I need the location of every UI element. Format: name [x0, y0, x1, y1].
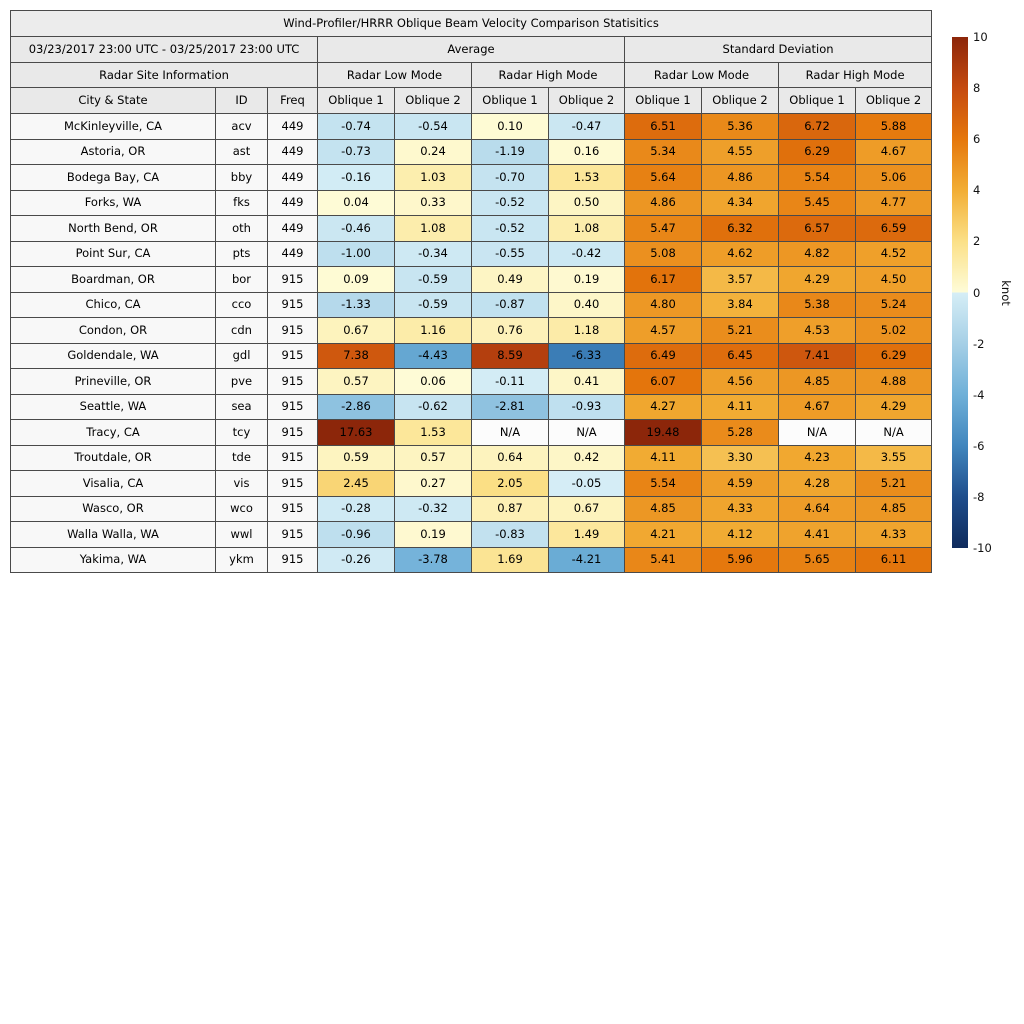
- value-cell: 1.49: [549, 522, 625, 548]
- value-cell: 0.87: [472, 496, 549, 522]
- value-cell: 6.32: [702, 216, 779, 242]
- id-cell: cco: [216, 292, 268, 318]
- colorbar-tick-label: -6: [973, 438, 985, 453]
- city-cell: Yakima, WA: [11, 547, 216, 573]
- table-row: [11, 420, 932, 446]
- value-cell: -0.26: [318, 547, 395, 573]
- value-cell: 5.96: [702, 547, 779, 573]
- value-cell: -0.73: [318, 139, 395, 165]
- value-cell: -0.70: [472, 165, 549, 191]
- value-cell: 4.62: [702, 241, 779, 267]
- freq-cell: 915: [268, 369, 318, 395]
- value-cell: 4.33: [702, 496, 779, 522]
- value-cell: 0.27: [395, 471, 472, 497]
- value-cell: 4.85: [625, 496, 702, 522]
- city-cell: Tracy, CA: [11, 420, 216, 446]
- city-cell: Prineville, OR: [11, 369, 216, 395]
- col-header-oblique2: Oblique 2: [856, 88, 932, 114]
- table-row: [11, 471, 932, 497]
- value-cell: 0.33: [395, 190, 472, 216]
- value-cell: 4.52: [856, 241, 932, 267]
- table-row: [11, 496, 932, 522]
- value-cell: -0.55: [472, 241, 549, 267]
- value-cell: 0.64: [472, 445, 549, 471]
- value-cell: 5.02: [856, 318, 932, 344]
- value-cell: 4.29: [779, 267, 856, 293]
- table-row: [11, 369, 932, 395]
- value-cell: 4.86: [702, 165, 779, 191]
- value-cell: -0.46: [318, 216, 395, 242]
- col-header-oblique1: Oblique 1: [779, 88, 856, 114]
- city-cell: Visalia, CA: [11, 471, 216, 497]
- value-cell: 0.67: [318, 318, 395, 344]
- city-cell: McKinleyville, CA: [11, 114, 216, 140]
- colorbar-tick-label: 6: [973, 132, 981, 147]
- value-cell: 3.55: [856, 445, 932, 471]
- value-cell: 4.55: [702, 139, 779, 165]
- value-cell: 19.48: [625, 420, 702, 446]
- value-cell: 4.33: [856, 522, 932, 548]
- table-row: [11, 547, 932, 573]
- value-cell: 0.04: [318, 190, 395, 216]
- value-cell: 4.85: [779, 369, 856, 395]
- value-cell: 6.11: [856, 547, 932, 573]
- colorbar-tick-label: -2: [973, 336, 985, 351]
- value-cell: -0.16: [318, 165, 395, 191]
- value-cell: 7.38: [318, 343, 395, 369]
- value-cell: -0.62: [395, 394, 472, 420]
- value-cell: 4.34: [702, 190, 779, 216]
- id-cell: acv: [216, 114, 268, 140]
- value-cell: 5.24: [856, 292, 932, 318]
- std-high-mode-header: Radar High Mode: [779, 63, 932, 88]
- value-cell: 6.45: [702, 343, 779, 369]
- value-cell: -0.42: [549, 241, 625, 267]
- value-cell: 4.86: [625, 190, 702, 216]
- value-cell: N/A: [472, 420, 549, 446]
- title-row: [11, 11, 932, 37]
- value-cell: 0.76: [472, 318, 549, 344]
- value-cell: 7.41: [779, 343, 856, 369]
- table-row: [11, 241, 932, 267]
- table-title: Wind-Profiler/HRRR Oblique Beam Velocity Comparison Statisitics: [11, 11, 932, 37]
- value-cell: 4.12: [702, 522, 779, 548]
- id-cell: wwl: [216, 522, 268, 548]
- value-cell: 6.07: [625, 369, 702, 395]
- colorbar-tick-label: -8: [973, 489, 985, 504]
- value-cell: -1.19: [472, 139, 549, 165]
- value-cell: 4.57: [625, 318, 702, 344]
- value-cell: -0.05: [549, 471, 625, 497]
- value-cell: 6.17: [625, 267, 702, 293]
- value-cell: 0.10: [472, 114, 549, 140]
- avg-high-mode-header: Radar High Mode: [472, 63, 625, 88]
- value-cell: 0.42: [549, 445, 625, 471]
- value-cell: 4.27: [625, 394, 702, 420]
- city-cell: Chico, CA: [11, 292, 216, 318]
- freq-cell: 915: [268, 471, 318, 497]
- value-cell: 1.18: [549, 318, 625, 344]
- value-cell: -0.54: [395, 114, 472, 140]
- table-row: [11, 343, 932, 369]
- value-cell: 0.16: [549, 139, 625, 165]
- value-cell: 4.80: [625, 292, 702, 318]
- value-cell: 6.49: [625, 343, 702, 369]
- id-cell: bor: [216, 267, 268, 293]
- freq-cell: 915: [268, 547, 318, 573]
- freq-cell: 915: [268, 292, 318, 318]
- value-cell: -4.21: [549, 547, 625, 573]
- freq-cell: 449: [268, 216, 318, 242]
- value-cell: 1.16: [395, 318, 472, 344]
- value-cell: 5.47: [625, 216, 702, 242]
- value-cell: -0.87: [472, 292, 549, 318]
- id-cell: gdl: [216, 343, 268, 369]
- id-cell: oth: [216, 216, 268, 242]
- colorbar-tick-label: -4: [973, 387, 985, 402]
- id-cell: ykm: [216, 547, 268, 573]
- freq-cell: 915: [268, 522, 318, 548]
- value-cell: 4.67: [856, 139, 932, 165]
- value-cell: -0.74: [318, 114, 395, 140]
- colorbar-tick-label: 4: [973, 183, 981, 198]
- table-row: [11, 165, 932, 191]
- value-cell: -1.00: [318, 241, 395, 267]
- value-cell: 4.82: [779, 241, 856, 267]
- value-cell: 4.88: [856, 369, 932, 395]
- id-cell: pts: [216, 241, 268, 267]
- value-cell: -0.93: [549, 394, 625, 420]
- city-cell: Bodega Bay, CA: [11, 165, 216, 191]
- freq-cell: 915: [268, 267, 318, 293]
- value-cell: -0.52: [472, 216, 549, 242]
- group-stddev-header: Standard Deviation: [625, 37, 932, 63]
- value-cell: 4.53: [779, 318, 856, 344]
- value-cell: 0.67: [549, 496, 625, 522]
- value-cell: 2.45: [318, 471, 395, 497]
- colorbar-tick-label: 2: [973, 234, 981, 249]
- city-cell: Troutdale, OR: [11, 445, 216, 471]
- value-cell: -0.28: [318, 496, 395, 522]
- freq-cell: 915: [268, 420, 318, 446]
- date-range: 03/23/2017 23:00 UTC - 03/25/2017 23:00 UTC: [11, 37, 318, 63]
- value-cell: 5.41: [625, 547, 702, 573]
- id-cell: ast: [216, 139, 268, 165]
- col-header-city: City & State: [11, 88, 216, 114]
- city-cell: North Bend, OR: [11, 216, 216, 242]
- col-header-oblique1: Oblique 1: [318, 88, 395, 114]
- value-cell: 0.06: [395, 369, 472, 395]
- avg-low-mode-header: Radar Low Mode: [318, 63, 472, 88]
- value-cell: 1.69: [472, 547, 549, 573]
- value-cell: 3.30: [702, 445, 779, 471]
- value-cell: 1.08: [549, 216, 625, 242]
- value-cell: 4.59: [702, 471, 779, 497]
- group-header-row: [11, 37, 932, 63]
- value-cell: -0.52: [472, 190, 549, 216]
- value-cell: -0.47: [549, 114, 625, 140]
- value-cell: 0.09: [318, 267, 395, 293]
- value-cell: 5.54: [625, 471, 702, 497]
- value-cell: 4.67: [779, 394, 856, 420]
- city-cell: Boardman, OR: [11, 267, 216, 293]
- id-cell: bby: [216, 165, 268, 191]
- freq-cell: 915: [268, 394, 318, 420]
- colorbar: [952, 30, 1022, 555]
- table-row: [11, 292, 932, 318]
- id-cell: tcy: [216, 420, 268, 446]
- col-header-oblique1: Oblique 1: [472, 88, 549, 114]
- value-cell: -0.59: [395, 292, 472, 318]
- value-cell: 5.65: [779, 547, 856, 573]
- freq-cell: 449: [268, 241, 318, 267]
- value-cell: -2.86: [318, 394, 395, 420]
- table-row: [11, 522, 932, 548]
- value-cell: -3.78: [395, 547, 472, 573]
- freq-cell: 915: [268, 343, 318, 369]
- col-header-freq: Freq: [268, 88, 318, 114]
- id-cell: sea: [216, 394, 268, 420]
- colorbar-tick-label: 0: [973, 285, 981, 300]
- value-cell: 0.49: [472, 267, 549, 293]
- city-cell: Seattle, WA: [11, 394, 216, 420]
- value-cell: 4.41: [779, 522, 856, 548]
- value-cell: -0.11: [472, 369, 549, 395]
- value-cell: 17.63: [318, 420, 395, 446]
- value-cell: 0.57: [395, 445, 472, 471]
- col-header-oblique2: Oblique 2: [395, 88, 472, 114]
- value-cell: 5.88: [856, 114, 932, 140]
- value-cell: 3.57: [702, 267, 779, 293]
- table-row: [11, 139, 932, 165]
- value-cell: 4.28: [779, 471, 856, 497]
- value-cell: -0.59: [395, 267, 472, 293]
- freq-cell: 449: [268, 139, 318, 165]
- id-cell: cdn: [216, 318, 268, 344]
- value-cell: 6.57: [779, 216, 856, 242]
- col-header-id: ID: [216, 88, 268, 114]
- value-cell: -2.81: [472, 394, 549, 420]
- value-cell: 2.05: [472, 471, 549, 497]
- colorbar-tick-label: -10: [973, 541, 992, 555]
- id-cell: tde: [216, 445, 268, 471]
- col-header-oblique1: Oblique 1: [625, 88, 702, 114]
- city-cell: Wasco, OR: [11, 496, 216, 522]
- value-cell: 5.54: [779, 165, 856, 191]
- value-cell: 4.29: [856, 394, 932, 420]
- value-cell: -6.33: [549, 343, 625, 369]
- value-cell: 4.23: [779, 445, 856, 471]
- mode-header-row: [11, 63, 932, 88]
- value-cell: 5.08: [625, 241, 702, 267]
- site-info-header: Radar Site Information: [11, 63, 318, 88]
- value-cell: 1.53: [395, 420, 472, 446]
- value-cell: 5.06: [856, 165, 932, 191]
- value-cell: 5.28: [702, 420, 779, 446]
- city-cell: Astoria, OR: [11, 139, 216, 165]
- city-cell: Goldendale, WA: [11, 343, 216, 369]
- value-cell: -1.33: [318, 292, 395, 318]
- city-cell: Forks, WA: [11, 190, 216, 216]
- value-cell: 5.36: [702, 114, 779, 140]
- std-low-mode-header: Radar Low Mode: [625, 63, 779, 88]
- value-cell: 5.21: [856, 471, 932, 497]
- value-cell: 6.29: [856, 343, 932, 369]
- table-row: [11, 394, 932, 420]
- column-header-row: [11, 88, 932, 114]
- value-cell: 0.57: [318, 369, 395, 395]
- freq-cell: 449: [268, 114, 318, 140]
- col-header-oblique2: Oblique 2: [549, 88, 625, 114]
- value-cell: 1.08: [395, 216, 472, 242]
- value-cell: 4.77: [856, 190, 932, 216]
- freq-cell: 449: [268, 165, 318, 191]
- table-row: [11, 267, 932, 293]
- value-cell: 8.59: [472, 343, 549, 369]
- value-cell: 3.84: [702, 292, 779, 318]
- value-cell: 0.41: [549, 369, 625, 395]
- value-cell: N/A: [856, 420, 932, 446]
- value-cell: -0.34: [395, 241, 472, 267]
- value-cell: 1.03: [395, 165, 472, 191]
- value-cell: 5.38: [779, 292, 856, 318]
- freq-cell: 915: [268, 496, 318, 522]
- table-row: [11, 190, 932, 216]
- col-header-oblique2: Oblique 2: [702, 88, 779, 114]
- freq-cell: 915: [268, 318, 318, 344]
- value-cell: 0.50: [549, 190, 625, 216]
- value-cell: 0.24: [395, 139, 472, 165]
- value-cell: 4.64: [779, 496, 856, 522]
- freq-cell: 449: [268, 190, 318, 216]
- city-cell: Condon, OR: [11, 318, 216, 344]
- value-cell: -0.32: [395, 496, 472, 522]
- id-cell: fks: [216, 190, 268, 216]
- value-cell: 6.51: [625, 114, 702, 140]
- value-cell: 1.53: [549, 165, 625, 191]
- freq-cell: 915: [268, 445, 318, 471]
- value-cell: 5.34: [625, 139, 702, 165]
- value-cell: 5.64: [625, 165, 702, 191]
- value-cell: 4.11: [702, 394, 779, 420]
- value-cell: 0.19: [549, 267, 625, 293]
- colorbar-tick-label: 8: [973, 81, 981, 96]
- value-cell: -0.96: [318, 522, 395, 548]
- value-cell: 4.11: [625, 445, 702, 471]
- value-cell: 0.40: [549, 292, 625, 318]
- value-cell: 4.56: [702, 369, 779, 395]
- city-cell: Walla Walla, WA: [11, 522, 216, 548]
- value-cell: 6.72: [779, 114, 856, 140]
- colorbar-unit-label: knot: [999, 279, 1013, 306]
- value-cell: -0.83: [472, 522, 549, 548]
- value-cell: 6.59: [856, 216, 932, 242]
- colorbar-tick-label: 10: [973, 30, 988, 44]
- id-cell: vis: [216, 471, 268, 497]
- table-row: [11, 445, 932, 471]
- value-cell: N/A: [549, 420, 625, 446]
- group-average-header: Average: [318, 37, 625, 63]
- id-cell: wco: [216, 496, 268, 522]
- value-cell: N/A: [779, 420, 856, 446]
- value-cell: 0.19: [395, 522, 472, 548]
- value-cell: 4.85: [856, 496, 932, 522]
- table-row: [11, 318, 932, 344]
- table-row: [11, 114, 932, 140]
- value-cell: -4.43: [395, 343, 472, 369]
- value-cell: 4.21: [625, 522, 702, 548]
- value-cell: 6.29: [779, 139, 856, 165]
- value-cell: 5.21: [702, 318, 779, 344]
- value-cell: 4.50: [856, 267, 932, 293]
- city-cell: Point Sur, CA: [11, 241, 216, 267]
- id-cell: pve: [216, 369, 268, 395]
- table-row: [11, 216, 932, 242]
- stats-table: [10, 10, 932, 573]
- value-cell: 0.59: [318, 445, 395, 471]
- value-cell: 5.45: [779, 190, 856, 216]
